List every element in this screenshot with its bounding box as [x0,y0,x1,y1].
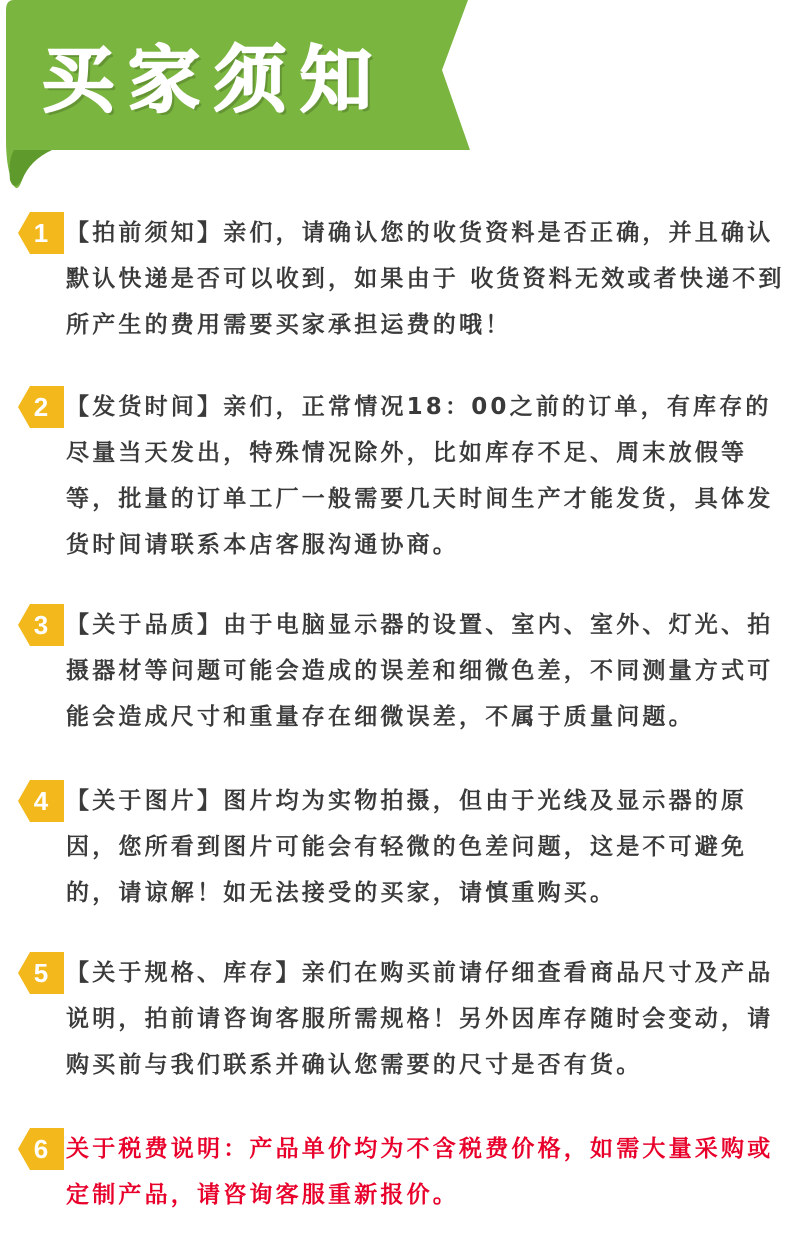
notice-number: 3 [33,610,49,640]
notice-text: 关于税费说明：产品单价均为不含税费价格，如需大量采购或定制产品，请咨询客服重新报价。 [66,1136,774,1208]
number-badge-icon [18,212,64,254]
notice-text: 【关于品质】由于电脑显示器的设置、室内、室外、灯光、拍摄器材等问题可能会造成的误差和细微色差，不同测量方式可能会造成尺寸和重量存在细微误差，不属于质量问题。 [66,612,774,730]
number-badge-icon [18,780,64,822]
notice-number: 2 [33,392,49,422]
notice-text: 【发货时间】亲们，正常情况18：00之前的订单，有库存的尽量当天发出，特殊情况除外，比如库存不足、周末放假等等，批量的订单工厂一般需要几天时间生产才能发货，具体发货时间请联系本店客服沟通协商。 [66,394,774,558]
header-banner [0,0,480,195]
number-badge-icon [18,1128,64,1170]
page-title: 买家须知 [42,38,387,122]
notice-number: 1 [33,218,49,248]
notice-text: 【关于规格、库存】亲们在购买前请仔细查看商品尺寸及产品说明，拍前请咨询客服所需规格！另外因库存随时会变动，请购买前与我们联系并确认您需要的尺寸是否有货。 [66,960,774,1078]
number-badge-icon [18,604,64,646]
notice-text: 【关于图片】图片均为实物拍摄，但由于光线及显示器的原因，您所看到图片可能会有轻微的色差问题，这是不可避免的，请谅解！如无法接受的买家，请慎重购买。 [66,788,748,906]
notice-number: 5 [33,958,49,988]
notice-text: 【拍前须知】亲们，请确认您的收货资料是否正确，并且确认默认快递是否可以收到，如果由于 收货资料无效或者快递不到所产生的费用需要买家承担运费的哦！ [66,220,785,338]
number-badge-icon [18,386,64,428]
notice-number: 6 [33,1134,49,1164]
notice-number: 4 [33,786,49,816]
number-badge-icon [18,952,64,994]
